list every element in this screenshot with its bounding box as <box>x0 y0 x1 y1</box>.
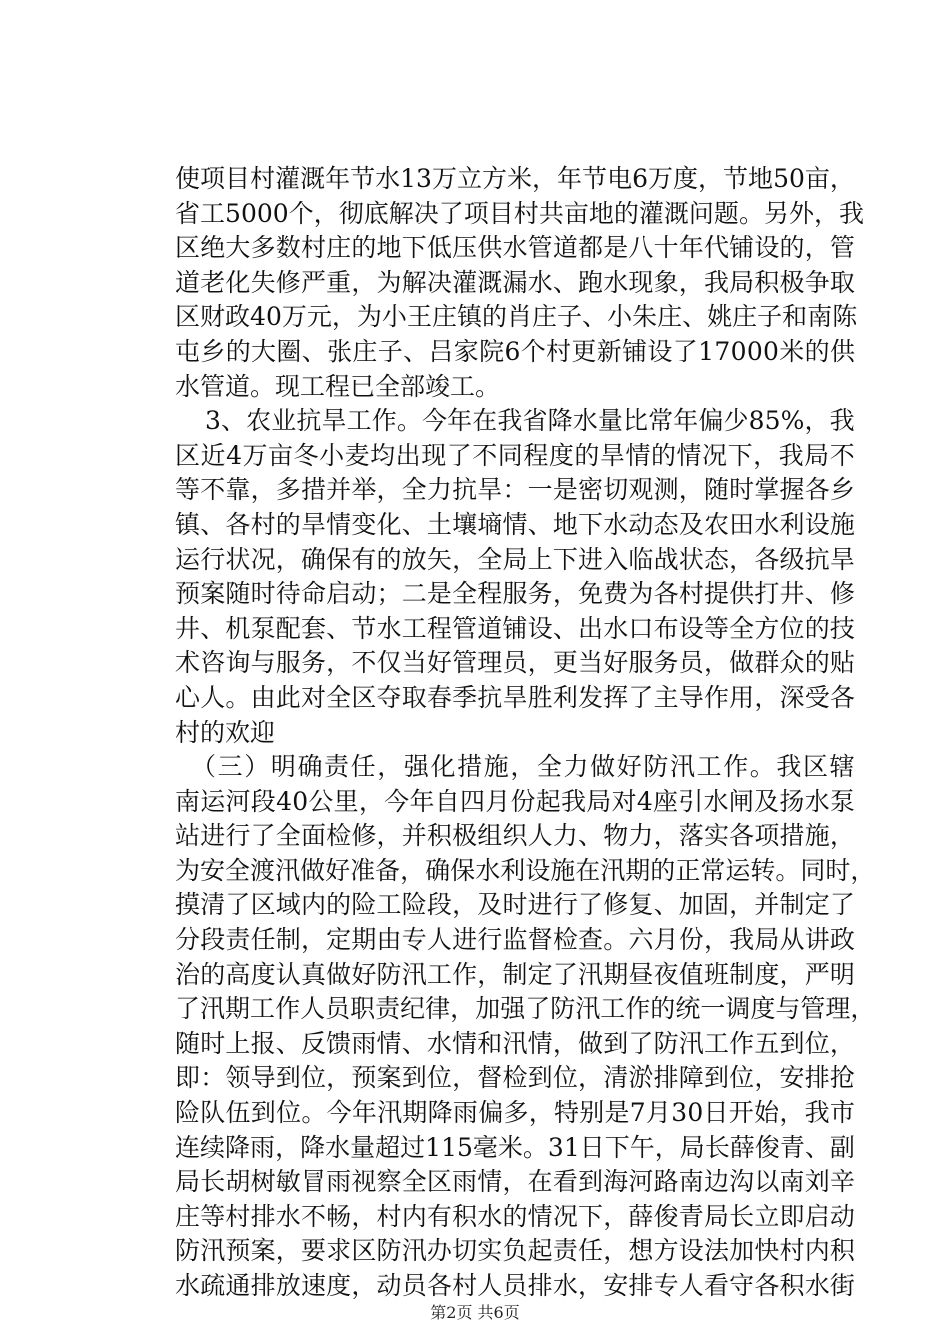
text-line: 随 时 上 报 、 反 馈 雨 情 、 水 情 和 汛 情 ， 做 到 了 防 汛 工 作 五 到 位 ， <box>175 1028 855 1058</box>
text-line: 屯 乡 的 大 圈 、 张 庄 子 、 吕 家 院 6 个 村 更 新 铺 设 了 1 7 0 0 0 米 的 供 <box>175 336 855 366</box>
text-line: 防 汛 预 案 ， 要 求 区 防 汛 办 切 实 负 起 责 任 ， 想 方 设 法 加 快 村 内 积 <box>175 1236 855 1266</box>
text-line: 村的欢迎 <box>175 717 276 747</box>
text-line: 井 、 机 泵 配 套 、 节 水 工 程 管 道 铺 设 、 出 水 口 布 设 等 全 方 位 的 技 <box>175 613 855 643</box>
text-line: 治 的 高 度 认 真 做 好 防 汛 工 作 ， 制 定 了 汛 期 昼 夜 值 班 制 度 ， 严 明 <box>175 959 855 989</box>
paragraph-start-line: 3 、 农 业 抗 旱 工 作 。 今 年 在 我 省 降 水 量 比 常 年 偏 少 8 5 % ， 我 <box>205 406 855 436</box>
document-body <box>175 162 876 1304</box>
text-line: 镇 、 各 村 的 旱 情 变 化 、 土 壤 墒 情 、 地 下 水 动 态 及 农 田 水 利 设 施 <box>175 509 855 539</box>
text-line: 险 队 伍 到 位 。 今 年 汛 期 降 雨 偏 多 ， 特 别 是 7 月 3 0 日 开 始 ， 我 市 <box>175 1098 855 1128</box>
text-line: 预 案 随 时 待 命 启 动 ； 二 是 全 程 服 务 ， 免 费 为 各 村 提 供 打 井 、 修 <box>175 579 855 609</box>
text-line: 南 运 河 段 4 0 公 里 ， 今 年 自 四 月 份 起 我 局 对 4 座 引 水 闸 及 扬 水 泵 <box>175 786 855 816</box>
text-line: 心 人 。 由 此 对 全 区 夺 取 春 季 抗 旱 胜 利 发 挥 了 主 导 作 用 ， 深 受 各 <box>175 682 855 712</box>
text-line: 了 汛 期 工 作 人 员 职 责 纪 律 ， 加 强 了 防 汛 工 作 的 统 一 调 度 与 管 理 ， <box>175 994 876 1024</box>
text-line: 道 老 化 失 修 严 重 ， 为 解 决 灌 溉 漏 水 、 跑 水 现 象 ， 我 局 积 极 争 取 <box>175 267 855 297</box>
text-line: 区 近 4 万 亩 冬 小 麦 均 出 现 了 不 同 程 度 的 旱 情 的 情 况 下 ， 我 局 不 <box>175 440 855 470</box>
text-line: 为 安 全 渡 汛 做 好 准 备 ， 确 保 水 利 设 施 在 汛 期 的 正 常 运 转 。 同 时 ， <box>175 855 876 885</box>
text-line: 等 不 靠 ， 多 措 并 举 ， 全 力 抗 旱 ： 一 是 密 切 观 测 ， 随 时 掌 握 各 乡 <box>175 475 855 505</box>
text-line: 庄 等 村 排 水 不 畅 ， 村 内 有 积 水 的 情 况 下 ， 薛 俊 青 局 长 立 即 启 动 <box>175 1201 855 1231</box>
text-line: 术 咨 询 与 服 务 ， 不 仅 当 好 管 理 员 ， 更 当 好 服 务 员 ， 做 群 众 的 贴 <box>175 648 855 678</box>
text-line: 区 财 政 4 0 万 元 ， 为 小 王 庄 镇 的 肖 庄 子 、 小 朱 庄 、 姚 庄 子 和 南 陈 <box>175 302 858 332</box>
text-line: 使 项 目 村 灌 溉 年 节 水 1 3 万 立 方 米 ， 年 节 电 6 万 度 ， 节 地 5 0 亩 ， <box>175 164 855 193</box>
text-line: 分 段 责 任 制 ， 定 期 由 专 人 进 行 监 督 检 查 。 六 月 份 ， 我 局 从 讲 政 <box>175 925 855 955</box>
text-line: 水管道。现工程已全部竣工。 <box>175 371 501 401</box>
text-line: 连 续 降 雨 ， 降 水 量 超 过 1 1 5 毫 米 。 3 1 日 下 午 ， 局 长 薛 俊 青 、 副 <box>175 1132 855 1162</box>
page-number-footer: 第2页 共6页 <box>430 1303 520 1322</box>
text-line: 站 进 行 了 全 面 检 修 ， 并 积 极 组 织 人 力 、 物 力 ， 落 实 各 项 措 施 ， <box>175 821 855 851</box>
text-line: 即 ： 领 导 到 位 ， 预 案 到 位 ， 督 检 到 位 ， 清 淤 排 障 到 位 ， 安 排 抢 <box>175 1063 855 1093</box>
text-line: 区 绝 大 多 数 村 庄 的 地 下 低 压 供 水 管 道 都 是 八 十 年 代 铺 设 的 ， 管 <box>175 233 855 263</box>
section-heading-line: （ 三 ） 明 确 责 任 ， 强 化 措 施 ， 全 力 做 好 防 汛 工 作 。 我 区 辖 <box>191 752 855 782</box>
text-line: 省 工 5 0 0 0 个 ， 彻 底 解 决 了 项 目 村 共 亩 地 的 灌 溉 问 题 。 另 外 ， 我 <box>175 198 865 228</box>
text-line: 运 行 状 况 ， 确 保 有 的 放 矢 ， 全 局 上 下 进 入 临 战 状 态 ， 各 级 抗 旱 <box>175 544 855 574</box>
text-line: 摸 清 了 区 域 内 的 险 工 险 段 ， 及 时 进 行 了 修 复 、 加 固 ， 并 制 定 了 <box>175 890 855 920</box>
text-line: 局 长 胡 树 敏 冒 雨 视 察 全 区 雨 情 ， 在 看 到 海 河 路 南 边 沟 以 南 刘 辛 <box>175 1167 855 1197</box>
text-line: 水 疏 通 排 放 速 度 ， 动 员 各 村 人 员 排 水 ， 安 排 专 人 看 守 各 积 水 街 <box>175 1271 855 1300</box>
